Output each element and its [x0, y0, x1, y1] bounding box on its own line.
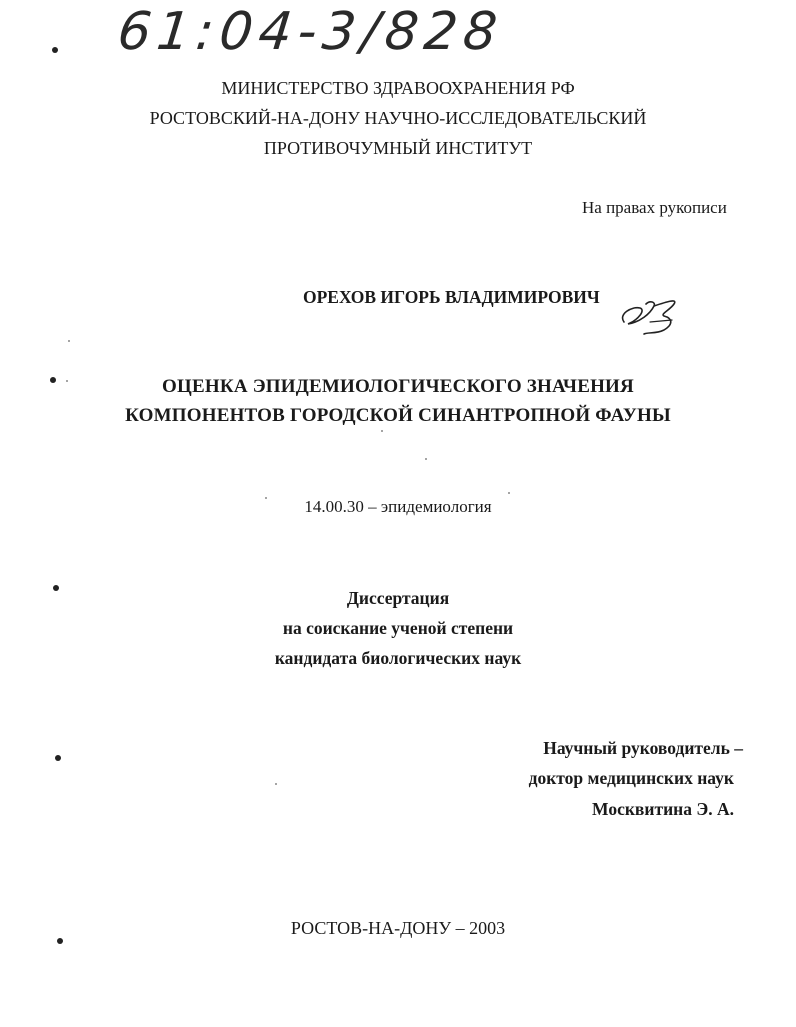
margin-dot	[55, 755, 61, 761]
dissertation-line-2: на соискание ученой степени	[282, 618, 514, 638]
thesis-title-line-2: КОМПОНЕНТОВ ГОРОДСКОЙ СИНАНТРОПНОЙ ФАУНЫ	[125, 405, 671, 426]
manuscript-note: На правах рукописи	[582, 198, 727, 217]
scan-speck	[508, 492, 510, 494]
scan-speck	[425, 458, 427, 460]
margin-dot	[57, 938, 63, 944]
specialty-code: 14.00.30 – эпидемиология	[304, 497, 492, 516]
ministry-line-2: РОСТОВСКИЙ-НА-ДОНУ НАУЧНО-ИССЛЕДОВАТЕЛЬСКИЙ	[149, 108, 647, 128]
signature	[610, 292, 690, 342]
supervisor-line-3: Москвитина Э. А.	[592, 799, 734, 819]
scan-speck	[66, 380, 68, 382]
dissertation-line-1: Диссертация	[346, 588, 450, 608]
margin-dot	[52, 47, 58, 53]
scan-speck	[381, 430, 383, 432]
scan-speck	[275, 783, 277, 785]
city-year: РОСТОВ-НА-ДОНУ – 2003	[290, 918, 506, 938]
thesis-title-line-1: ОЦЕНКА ЭПИДЕМИОЛОГИЧЕСКОГО ЗНАЧЕНИЯ	[162, 376, 634, 397]
ministry-line-3: ПРОТИВОЧУМНЫЙ ИНСТИТУТ	[263, 138, 533, 158]
author-name: ОРЕХОВ ИГОРЬ ВЛАДИМИРОВИЧ	[303, 287, 600, 307]
margin-dot	[53, 585, 59, 591]
scan-speck	[265, 497, 267, 499]
ministry-line-1: МИНИСТЕРСТВО ЗДРАВООХРАНЕНИЯ РФ	[221, 78, 575, 98]
archive-code: 61:04-3/828	[114, 2, 506, 62]
scan-speck	[68, 340, 70, 342]
supervisor-line-1: Научный руководитель –	[543, 738, 743, 758]
dissertation-line-3: кандидата биологических наук	[274, 648, 522, 668]
margin-dot	[50, 377, 56, 383]
supervisor-line-2: доктор медицинских наук	[528, 768, 734, 788]
